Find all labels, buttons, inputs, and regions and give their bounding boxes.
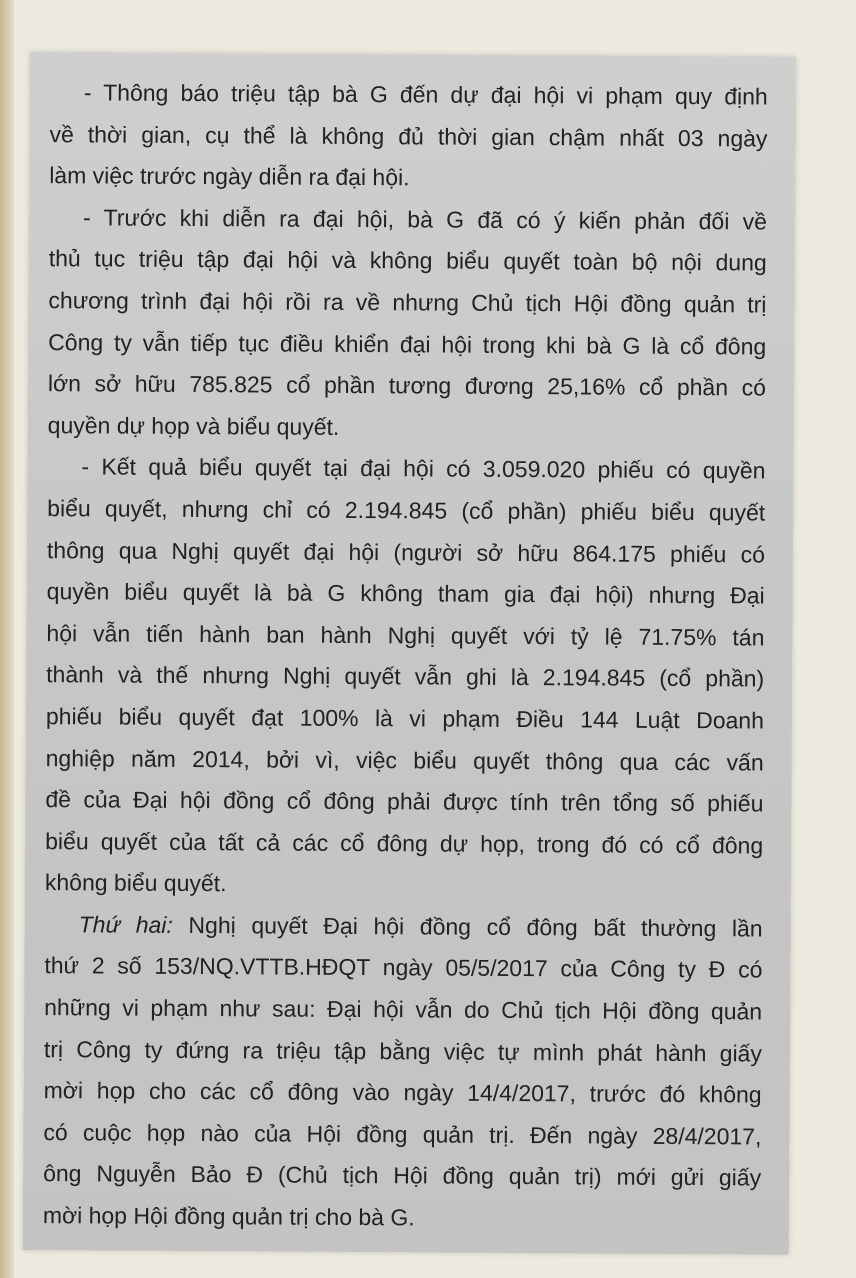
book-page: [23, 52, 796, 1255]
text-line: biểu quyết, nhưng chỉ có 2.194.845 (cổ phần) phiếu biểu quyết: [47, 495, 766, 526]
text-line: Công ty vẫn tiếp tục điều khiển đại hội trong khi bà G là cổ đông: [48, 328, 767, 360]
text-line: đề của Đại hội đồng cổ đông phải được tính trên tổng số phiếu: [45, 786, 764, 817]
text-line: mời họp Hội đồng quản trị cho bà G.: [42, 1202, 415, 1231]
text-line: về thời gian, cụ thể là không đủ thời gian chậm nhất 03 ngày: [49, 120, 768, 152]
text-line: hội vẫn tiến hành ban hành Nghị quyết với tỷ lệ 71.75% tán: [46, 619, 765, 651]
text-line: ông Nguyễn Bảo Đ (Chủ tịch Hội đồng quản trị) mới gửi giấy: [43, 1160, 762, 1191]
book-spine-edge: [0, 0, 14, 1278]
text-line: - Thông báo triệu tập bà G đến dự đại hội vi phạm quy định: [83, 79, 768, 110]
text-line: chương trình đại hội rồi ra về nhưng Chủ tịch Hội đồng quản trị: [48, 287, 767, 318]
line-text: Nghị quyết Đại hội đồng cổ đông bất thường lần: [172, 911, 763, 942]
text-line: trị Công ty đứng ra triệu tập bằng việc tự mình phát hành giấy: [43, 1035, 762, 1067]
text-line: - Kết quả biểu quyết tại đại hội có 3.059.020 phiếu có quyền: [81, 453, 766, 484]
text-line: nghiệp năm 2014, bởi vì, việc biểu quyết thông qua các vấn: [45, 744, 764, 775]
text-line: [45, 904, 763, 950]
text-line: quyền dự họp và biểu quyết.: [47, 411, 340, 440]
text-line: những vi phạm như sau: Đại hội vẫn do Chủ tịch Hội đồng quản: [44, 994, 763, 1025]
page-text: [43, 72, 768, 1241]
text-line: có cuộc họp nào của Hội đồng quản trị. Đến ngày 28/4/2017,: [43, 1118, 762, 1150]
text-line: phiếu biểu quyết đạt 100% là vi phạm Điều 144 Luật Doanh: [45, 703, 765, 734]
text-line: thứ 2 số 153/NQ.VTTB.HĐQT ngày 05/5/2017 của Công ty Đ có: [44, 952, 763, 983]
text-line: lớn sở hữu 785.825 cổ phần tương đương 25,16% cổ phần có: [47, 370, 767, 401]
text-line: thủ tục triệu tập đại hội và không biểu quyết toàn bộ nội dung: [48, 245, 767, 276]
text-line: không biểu quyết.: [44, 869, 227, 897]
text-line: làm việc trước ngày diễn ra đại hội.: [49, 162, 410, 191]
text-line: biểu quyết của tất cả các cổ đông dự họp, trong đó có cổ đông: [45, 827, 764, 859]
text-line: thành và thế nhưng Nghị quyết vẫn ghi là 2.194.845 (cổ phần): [46, 661, 765, 692]
paragraph-lead: Thứ hai:: [78, 911, 173, 938]
text-line: thông qua Nghị quyết đại hội (người sở hữu 864.175 phiếu có: [46, 536, 766, 568]
text-line: - Trước khi diễn ra đại hội, bà G đã có ý kiến phản đối về: [82, 204, 768, 235]
text-line: quyền biểu quyết là bà G không tham gia đại hội) nhưng Đại: [46, 578, 765, 609]
text-line: mời họp cho các cổ đông vào ngày 14/4/2017, trước đó không: [43, 1077, 762, 1108]
